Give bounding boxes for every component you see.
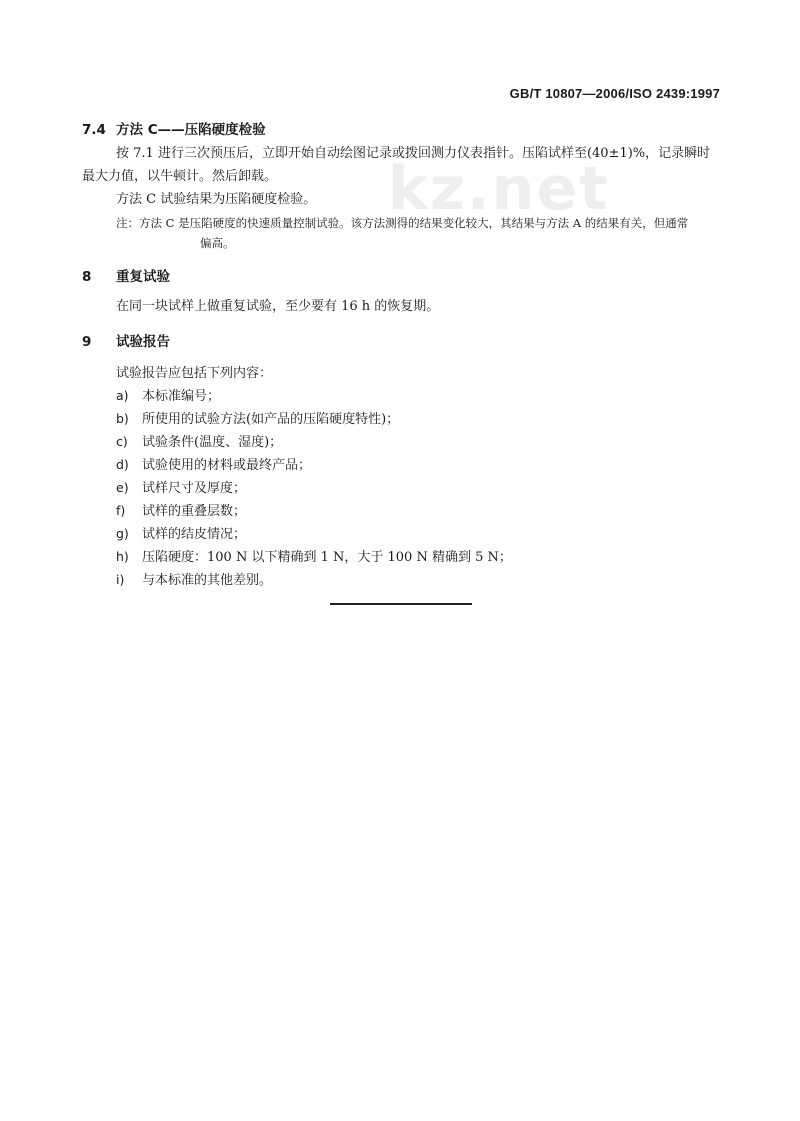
section-number: 7.4 — [82, 122, 106, 138]
list-marker: b) — [116, 411, 129, 426]
list-item-text: 试样的结皮情况； — [142, 527, 247, 542]
list-item-text: 试验条件(温度、湿度)； — [142, 435, 283, 450]
section-heading — [82, 118, 722, 138]
list-item-text: 试验使用的材料或最终产品； — [142, 458, 312, 473]
list-item — [116, 385, 722, 408]
section-7-4 — [82, 118, 722, 253]
section-9 — [82, 330, 722, 592]
end-of-document-rule — [330, 603, 472, 605]
section-8 — [82, 265, 722, 318]
list-marker: e) — [116, 480, 129, 495]
note-text-continued: 偏高。 — [200, 236, 235, 250]
list-item — [116, 523, 722, 546]
section-title: 方法 C——压陷硬度检验 — [116, 122, 266, 138]
list-item — [116, 546, 722, 569]
list-marker: a) — [116, 388, 129, 403]
paragraph: 试验报告应包括下列内容： — [116, 366, 273, 381]
report-items-list — [82, 385, 722, 592]
section-heading — [82, 265, 722, 285]
list-item-text: 所使用的试验方法(如产品的压陷硬度特性)； — [142, 412, 400, 427]
list-item-text: 试样的重叠层数； — [142, 504, 247, 519]
section-heading — [82, 330, 722, 350]
section-number: 9 — [82, 334, 92, 350]
note-text: 注：方法 C 是压陷硬度的快速质量控制试验。该方法测得的结果变化较大，其结果与方法 A 的结果有关，但通常 — [116, 216, 689, 230]
list-item — [116, 569, 722, 592]
standard-code: GB/T 10807—2006/ISO 2439:1997 — [509, 86, 720, 101]
list-item — [116, 454, 722, 477]
document-body — [82, 118, 722, 592]
section-title: 重复试验 — [116, 269, 170, 285]
section-number: 8 — [82, 269, 92, 285]
paragraph: 方法 C 试验结果为压陷硬度检验。 — [116, 192, 317, 207]
list-marker: i) — [116, 572, 125, 587]
list-item — [116, 408, 722, 431]
list-marker: f) — [116, 503, 126, 518]
list-item-text: 压陷硬度：100 N 以下精确到 1 N，大于 100 N 精确到 5 N； — [142, 550, 512, 565]
list-marker: h) — [116, 549, 129, 564]
list-item-text: 试样尺寸及厚度； — [142, 481, 247, 496]
list-marker: c) — [116, 434, 128, 449]
watermark: kz.net — [388, 154, 610, 224]
paragraph: 在同一块试样上做重复试验，至少要有 16 h 的恢复期。 — [116, 299, 440, 314]
list-marker: g) — [116, 526, 129, 541]
section-title: 试验报告 — [116, 334, 170, 350]
list-item — [116, 477, 722, 500]
note — [116, 213, 722, 253]
list-item — [116, 431, 722, 454]
list-item-text: 与本标准的其他差别。 — [142, 573, 273, 588]
list-item — [116, 500, 722, 523]
list-item-text: 本标准编号； — [142, 389, 221, 404]
paragraph: 按 7.1 进行三次预压后，立即开始自动绘图记录或拨回测力仪表指针。压陷试样至(40±1)%，记录瞬时最大力值，以牛顿计。然后卸载。 — [82, 146, 711, 184]
list-marker: d) — [116, 457, 129, 472]
